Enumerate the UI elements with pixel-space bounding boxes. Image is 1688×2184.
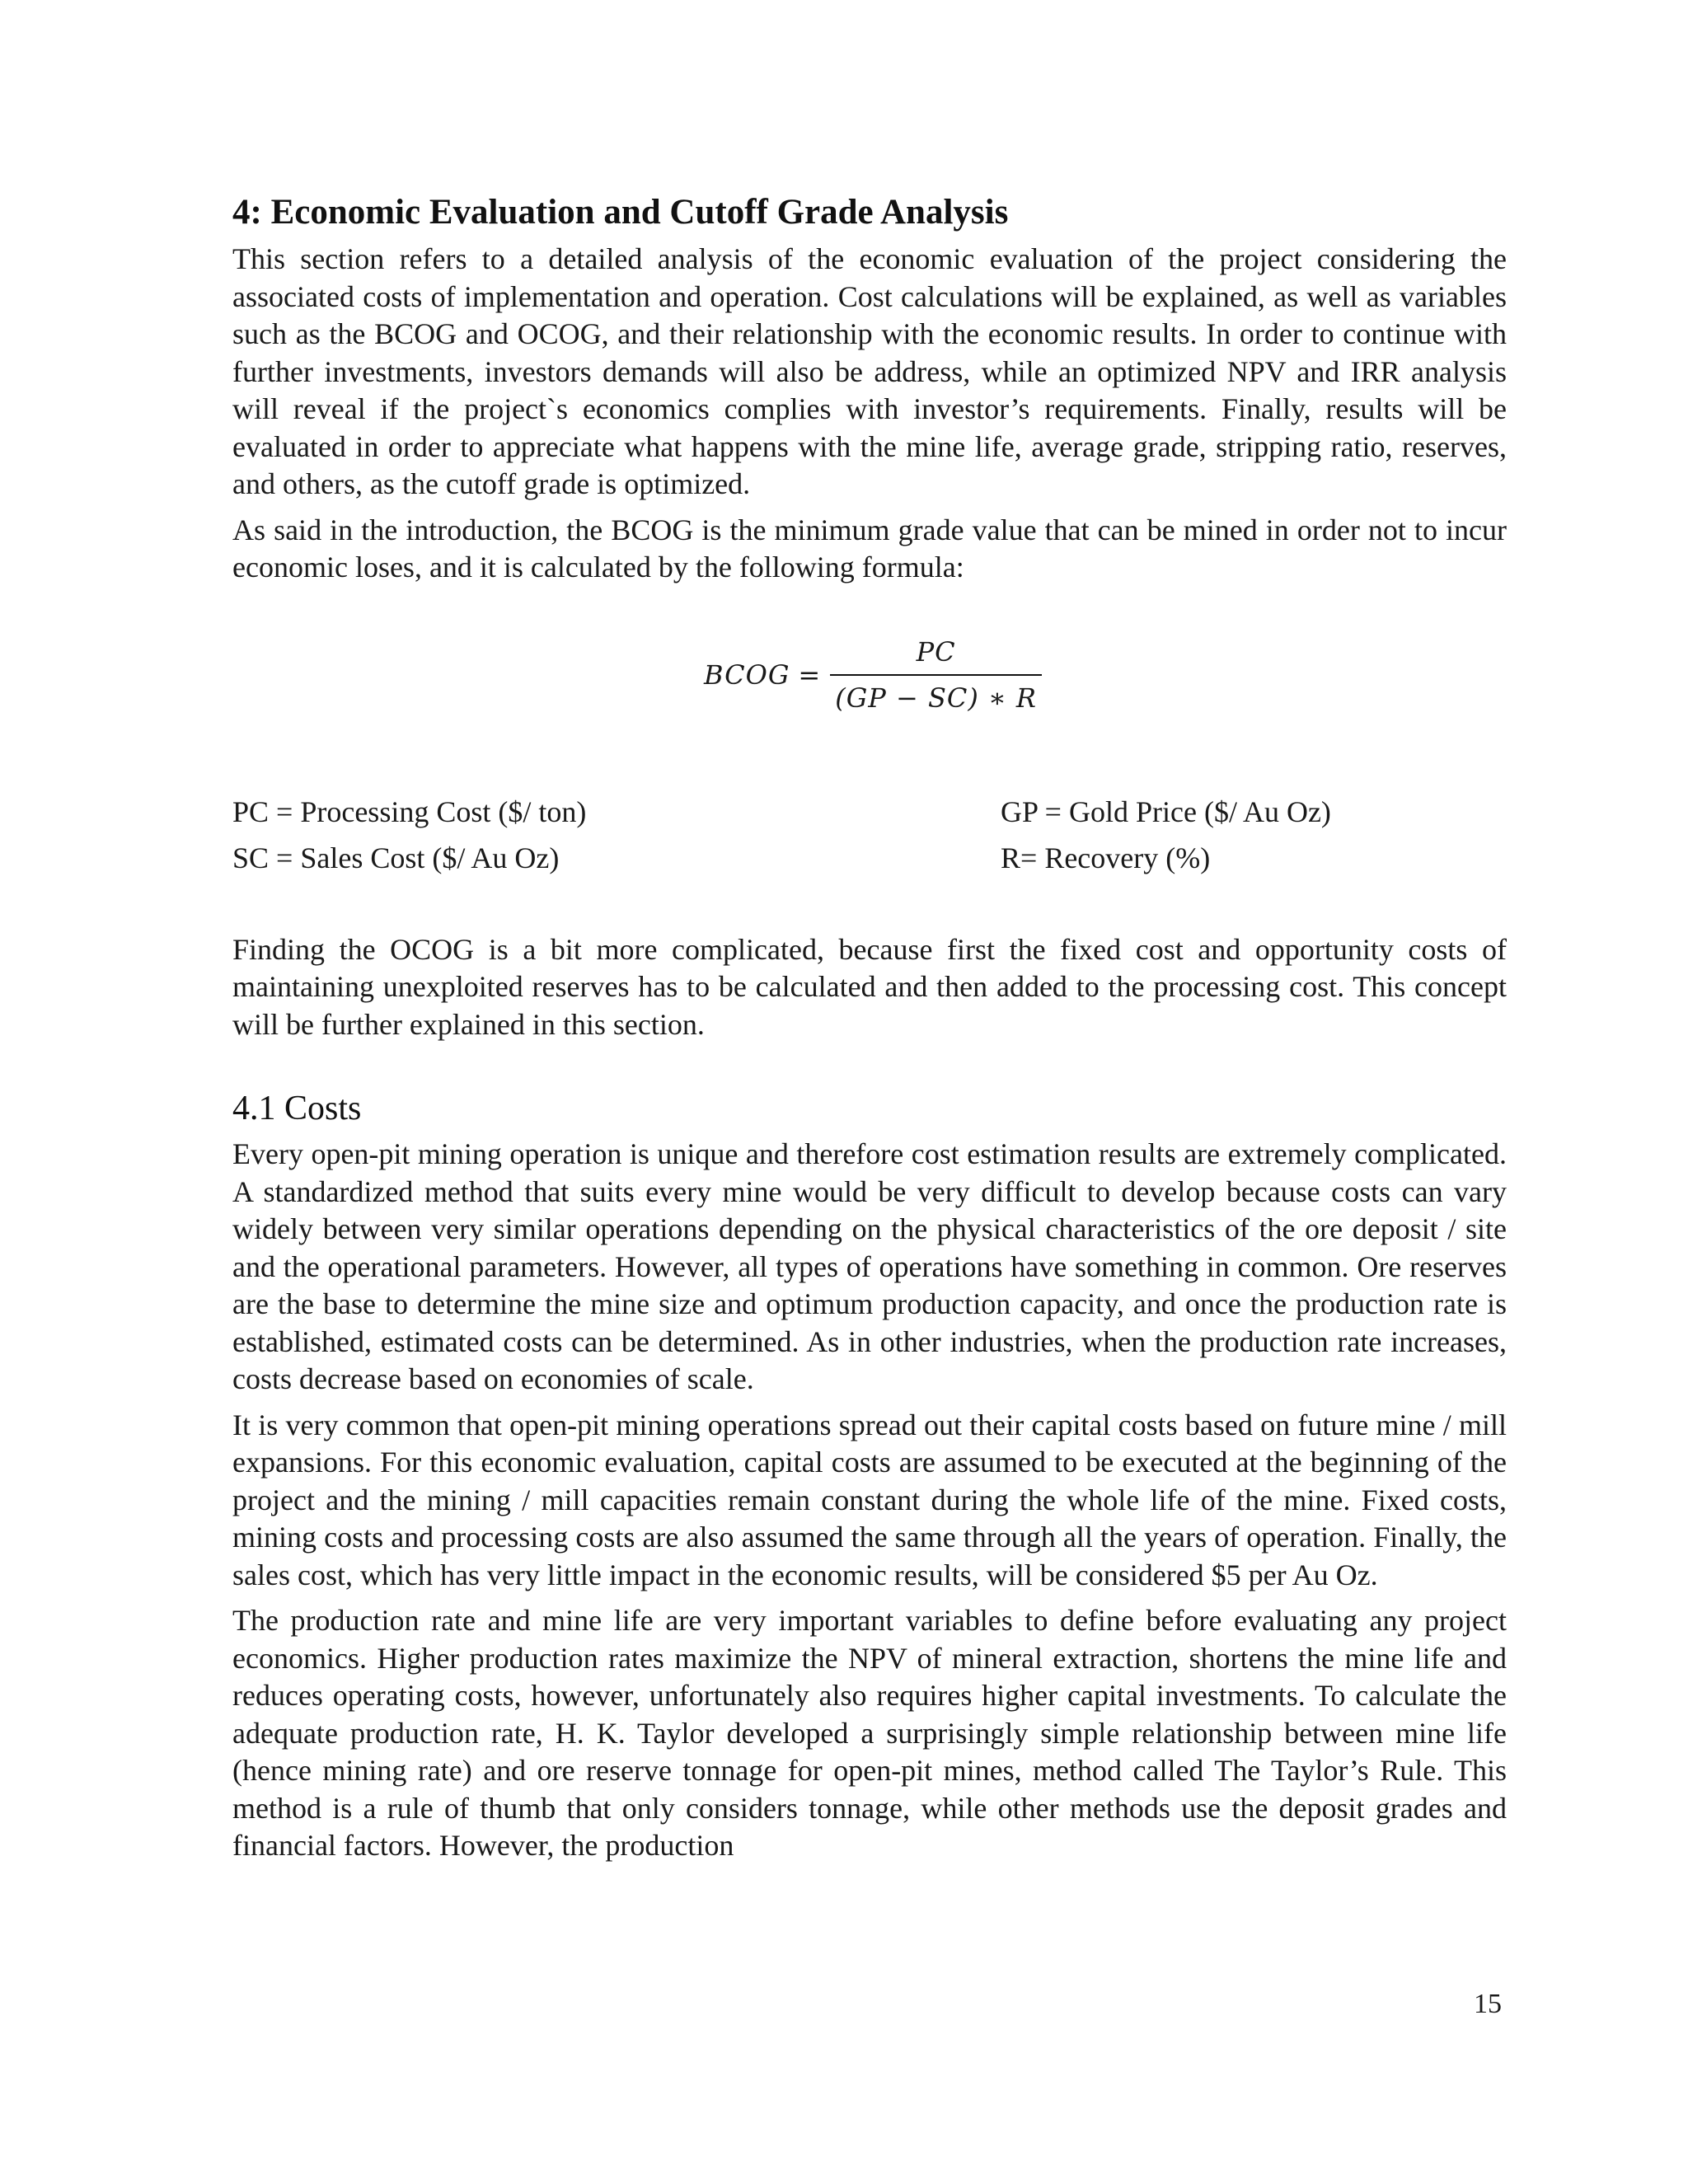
subsection-title: 4.1 Costs bbox=[232, 1090, 362, 1127]
formula-fraction bbox=[830, 636, 1042, 714]
formula-numerator: PC bbox=[916, 635, 956, 668]
definition-r: R= Recovery (%) bbox=[1001, 841, 1211, 874]
costs-paragraph-1: Every open-pit mining operation is unique and therefore cost estimation results are extremely complicated. A standardized method that suits every mine would be very difficult to develop because costs can vary widely between very similar operations depending on the physical characteristics of the ore deposit / site and the operational parameters. However, all types of operations have something in common. Ore reserves are the base to determine the mine size and optimum production capacity, and once the production rate is established, estimated costs can be determined. As in other industries, when the production rate increases, costs decrease based on economies of scale. bbox=[232, 1137, 1507, 1395]
section-title: 4: Economic Evaluation and Cutoff Grade Analysis bbox=[232, 193, 1009, 232]
formula-equals: = bbox=[798, 658, 821, 691]
definition-gp: GP = Gold Price ($/ Au Oz) bbox=[1001, 794, 1331, 828]
spacer bbox=[232, 1052, 1507, 1088]
intro-paragraph: This section refers to a detailed analysis of the economic evaluation of the project considering the associated costs of implementation and operation. Cost calculations will be explained, as well as variables such as the BCOG and OCOG, and their relationship with the economic results. In order to continue with further investments, investors demands will also be address, while an optimized NPV and IRR analysis will reveal if the project`s economics complies with investor’s requirements. Finally, results will be evaluated in order to appreciate what happens with the mine life, average grade, stripping ratio, reserves, and others, as the cutoff grade is optimized. bbox=[232, 242, 1507, 500]
page-content bbox=[232, 191, 1507, 1873]
costs-paragraph-3: The production rate and mine life are very important variables to define before evaluating any project economics. Higher production rates maximize the NPV of mineral extraction, shortens the mine life and reduces operating costs, however, unfortunately also requires higher capital investments. To calculate the adequate production rate, H. K. Taylor developed a surprisingly simple relationship between mine life (hence mining rate) and ore reserve tonnage for open-pit mines, method called The Taylor’s Rule. This method is a rule of thumb that only considers tonnage, while other methods use the deposit grades and financial factors. However, the production bbox=[232, 1604, 1507, 1862]
costs-paragraph-2: It is very common that open-pit mining operations spread out their capital costs based on future mine / mill expansions. For this economic evaluation, capital costs are assumed to be executed at the beginning of the project and the mining / mill capacities remain constant during the whole life of the mine. Fixed costs, mining costs and processing costs are also assumed the same through all the years of operation. Finally, the sales cost, which has very little impact in the economic results, will be considered $5 per Au Oz. bbox=[232, 1408, 1507, 1591]
definition-pc: PC = Processing Cost ($/ ton) bbox=[232, 794, 587, 828]
formula-denominator: (GP − SC) ∗ R bbox=[830, 674, 1042, 714]
formula-definitions bbox=[232, 793, 1507, 877]
formula-expression bbox=[704, 636, 1042, 714]
page-number: 15 bbox=[1474, 1989, 1502, 2019]
ocog-paragraph: Finding the OCOG is a bit more complicated, because first the fixed cost and opportunity costs of maintaining unexploited reserves has to be calculated and then added to the processing cost. This concept will be further explained in this section. bbox=[232, 932, 1507, 1041]
bcog-formula bbox=[232, 636, 1507, 752]
formula-lhs: BCOG bbox=[704, 658, 790, 691]
bcog-intro-paragraph: As said in the introduction, the BCOG is the minimum grade value that can be mined in order not to incur economic loses, and it is calculated by the following formula: bbox=[232, 513, 1507, 583]
definition-sc: SC = Sales Cost ($/ Au Oz) bbox=[232, 841, 560, 874]
